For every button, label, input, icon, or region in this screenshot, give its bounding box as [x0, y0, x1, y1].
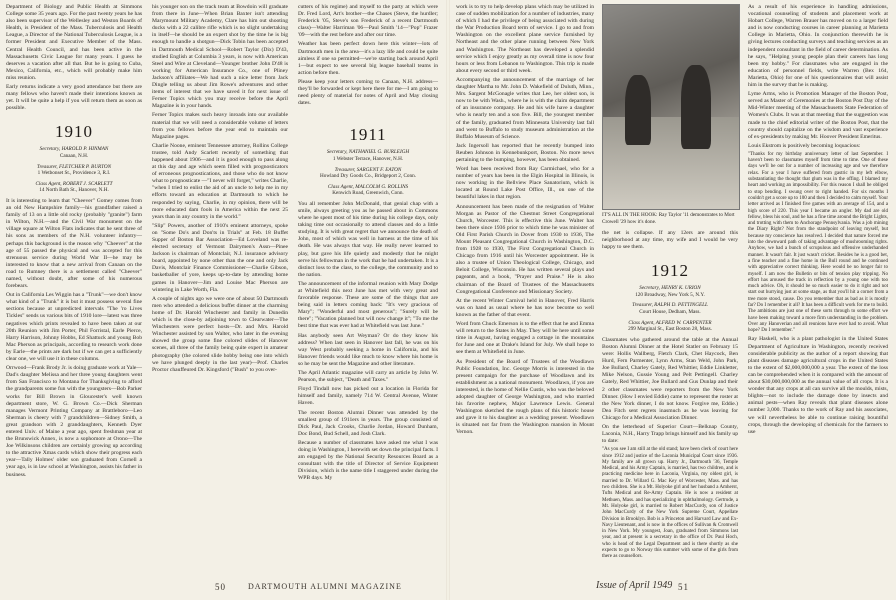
class-agent-line: Class Agent, ROBERT J. SCARLETT: [35, 180, 113, 187]
paragraph: Orrwood—Frank Brody Jr. is doing graduate work at Yale—Dad's daughter Melissa and her three young daughters went from San Francisco to Montana for Thanksgiving to afford the grandparents some fun with the youngsters—Bob Parker works for Bill Brown in Gloucester's well known department store, W. G. Brown Co.—Dick Sherman manages Vermont Printing Company at Brattleboro—Leo Sherman is cheery with 7 grandchildren—Sidney Smith, a great grandson with 2 granddaughters, Kenneth Dyer entered Univ. of Maine a year ago, spent freshman year at the Brunswick Annex, is now a sophomore at Orono—The Joe Wilkinsons children are certainly growing up according to the attractive Xmas cards which show their progress each year—Tally Holmes' older son graduated from Cornell a year ago, is in law school at Washington, assists his father in business.: [6, 365, 142, 478]
paragraph: Department of Biology and Public Health at Simmons College some 35 years ago. For the past twenty years he has also been supervisor of the Wellesley and Weston Boards of Health, is President of the Mass. Tuberculosis and Health League, a Director of the National Tuberculosis League, is a former President and Executive Member of the Mass. Central Health Council, and has been active in the Massachusetts Civic League for many years. I guess he deserves a vacation after all that. But he is going to Cuba, Mexico, California, etc., which will probably make him miss reunion.: [6, 4, 142, 81]
page-number-left: 50: [215, 582, 226, 592]
paragraph: "Thanks for my birthday anniversary letter of last September. I haven't been to classmates myself from time to time. One of these days we'll be out for a number of increasing age and we therefore relax. For a year I have suffered from gastric in my left elbow, substantiating the thought that glum was in the offing. I blamed my heart and working an impossibility. For this reason I shall be obliged to stop bending. I swung over to right handed. For six months I couldn't get a score up to 100 and then I decided to calm myself. Your letter arrived as I finished five games with an average of 154, and a high score of 220. This year I became an angler. My dad are old fellow, bless his soul, and he has a fine time around the Bright Lights, and trotting with them to Anchorage Pennsylvania. Was a job mining the Diary Right? Not from the standpoint of leaving myself, but because my conscience has resolved. I decided that nature forced me into the downward path of taking advantage of mushrooming rights. Anyhow, we had a bunch of scrupulous and offensive underhanded manner. It wasn't fair. It just wasn't cricket. Besides he is a good bet, a fine teacher and a fine home in the Bull round and he continued with appreciative correct thinking. Here would be no longer fair to myself. I am now the Bulletin or bits of tension play tripping. No effort has aroused the track in reflection by a young one with too much advice. Oh, it should be so much easier to do it right and not start out hurrying just at some stage, as that you'll hit a corner from a tree more stood, cause. Do you remember that as bad as it is mostly far? Do I remember it all? It has been a difficult work for me to build. The ambitions are just one of these sorts through to some effort we have been making toward a more firm understanding in the problem. Over any Hanoverian and all reunions have ever had to avoid. What hope? Do I remember.": [748, 151, 888, 334]
paragraph: work is to try to help develop plans which may be utilized in case of sudden mobilization for a number of industries, many of which I had the privilege of being associated with during the War Production Board term of service. I go to and from Washington on the excellent plane service furnished by Northeast and the other plane running between New York and Washington. The Northeast has developed a splendid service which I enjoy greatly as my overall time is now four hours or less from Lebanon to Washington. This trip is made about every second or third week.: [456, 4, 594, 74]
class-year-heading: 1912: [651, 261, 689, 281]
paragraph: Floyd Tindall now has picked out a location in Florida for himself and family, namely 714 W. Central Avenue, Winter Haven.: [298, 386, 438, 407]
paragraph: Lyme Arms, who is Promotion Manager of the Boston Post, served as Master of Ceremonies at the Boston Post Day of the Mid-Winter meeting of the Massachusetts State Federation of Women's Clubs. It was at that meeting that the suggestion was made to the chief editorial writer of the Boston Post, that the country should capitalize on the wisdom and vast experience of ex-presidents by making Mr. Hoover President Emeritus.: [748, 91, 888, 140]
paragraph: The April Atlantic magazine will carry an article by John W. Pearson, the subject, "Death and Taxes.": [298, 370, 438, 384]
page-number-right: 51: [678, 582, 689, 592]
class-agent-line: Class Agent, MALCOLM G. ROLLINS: [327, 183, 409, 190]
paragraph: Has anybody seen Art Weyman? Or do they know his address? When last seen in Hanover last fall, he was on his way West probably seeking a home in California, and his Hanover friends would like much to know where his home is so he may be sent the Magazine and other literature.: [298, 332, 438, 367]
treasurer-address: Court House, Dedham, Mass.: [639, 309, 701, 316]
class-agent-address: Kenwich Road, Greenwich, Conn.: [332, 190, 404, 197]
paragraph: Early returns indicate a very good attendance but there are many fellows who haven't made their intentions known as yet. It will be quite a help if you will return them as soon as possible.: [6, 84, 142, 112]
column-6: [748, 4, 888, 574]
secretary-line: Secretary, HAROLD P. HINMAN: [39, 146, 109, 153]
paragraph: The announcement of the informal reunion with Mary Dodge at Whitefield this next June has met with very great and favorable response. These are some of the things that are being said in letters coming back: "It's very gracious of Mary"; "Wonderful and most generous"; "Surely will be there"; "Vacation planned but will now change it"; "To me the best time that was ever had at Whitefield was last June.": [298, 280, 438, 330]
right-page: [448, 0, 896, 600]
class-agent-address: 14 North Bath St., Hanover, N.H.: [39, 187, 109, 194]
paragraph: A couple of nights ago we were one of about 50 Dartmouth men who attended a delicious buffet dinner at the charming home of Dr. Harold Winchester and family in Dunedin which is the close-by adjoining town to Clearwater—The Winchesters were perfect hosts—Dr. and Mrs. Harold Winchester assisted by son Walter, who later in the evening showed the group some fine colored slides of Hanover scenes, all three of the family being quite expert in amateur photography (the colored slide hobby being one into which we have plunged deeply in the last year)—Prof. Charles Proctor chauffeured Dr. Kingsford ("Bush" to you over-: [152, 295, 288, 373]
paragraph: As a result of his experience in handling admissions, vocational counseling of students and placement work at Hobart College, Warren Brauer has moved on to a larger field and is now conducting courses in career planning at Marietta College in Marietta, Ohio. In conjunction therewith he is giving lectures conducting surveys and teaching services as an independent consultant in the field of career determination. As he says, "Helping young people plan their careers has long been my hobby." For classmates who are engaged in the education of personnel fields, write Warren (Bex 164, Marietta, Ohio) for one of his questionnaires that will assist him in the survey that he is making.: [748, 4, 888, 89]
column-2: [152, 4, 288, 574]
class-agent-address: 299 Marginal St., East Boston 28, Mass.: [628, 326, 712, 333]
issue-label: Issue of April 1949: [596, 580, 673, 591]
paragraph: Ray Haskell, who is a plant pathologist in the United States Department of Agriculture in Washington, recently received considerable publicity as the author of a report showing that plant diseases damage agricultural crops in the United States to the extent of $2,000,000,000 a year. The extent of the loss can be comprehended when it is compared with the amount of about $30,000,000,000 as the annual value of all crops. It is a wonder that any crops at all can survive all the moulds, mists, blights—not to include the damage done by insects and animal pests—when Ray reveals that plant diseases alone number 3,000. Thanks to the work of Ray and his associates, we will nevertheless be able to continue raising bountiful crops, through the developing of chemicals for the farmers to use: [748, 336, 888, 435]
secretary-address: 120 Broadway, New York 5, N.Y.: [635, 291, 705, 298]
paragraph: Please keep your letters coming to Canaan, N.H. address—they'll be forwarded or kept here there for me—I am going to need plenty of material for notes of April and May closing dates.: [298, 78, 438, 107]
secretary-address: 1 Webster Terrace, Hanover, N.H.: [332, 155, 404, 162]
paragraph: It is interesting to learn that "Cheever" Gomey comes from an old New Hampshire family—his grandfather raised a family of 13 on a little old rocky (probably "granite") farm in Wilton, N.H.—and the Civil War monument on the village square at Wilton Flats indicates that he sent three of his sons as members of the N.H. volunteer infantry—perhaps this background is the reason why "Cheever" at the age of 55 passed the physical and was accepted for this strenuous service during World War II—he may be interested to know that a new arrival from Canaan on the road to Rumney there is a settlement called "Cheever" named, without doubt, after some of his numerous forebears.: [6, 197, 142, 290]
secretary-address: Canaan, N.H.: [59, 153, 89, 159]
paragraph: Announcement has been made of the resignation of Walter Morgan as Pastor of the Chestnut Street Congregational Church, Worcester. This is effective this June. Walter has been there since 1936 prior to which time he was minister of Old First Parish Church in Dover from 1930 to 1936, The Mount Pleasant Congregational Church in Washington, D.C. from 1928 to 1930, The First Congregational Church in Chicago from 1916 until his Worcester appointment. He is also a trustee of Union Theological College, Chicago, and Beloit College, Wisconsin. He has written several plays and pageants, and a book, "Prayer and Praise." He is also chairman of the Board of Trustees of the Massachusetts Congregational Conference and Missionary Society.: [456, 203, 594, 295]
photo-spacer: [602, 4, 738, 230]
running-foot: DARTMOUTH ALUMNI MAGAZINE: [248, 582, 402, 591]
paragraph: the net is collapse. If any 12ers are around this neighborhood at any time, my wife and I would be very happy to see them.: [602, 230, 738, 251]
paragraph: Out in California Les Wiggin has a "Trunk"—we don't know what kind of a "Trunk" it is but it must possess several fine sections because at unpredicted intervals "The 'ro Lives Tickles" sends us various bits of 1910 lore—latest was three negatives which prints revealed to have been taken at our 20th Reunion with Jim Porter, Phil Forristal, Earle Pierce, Harry Harrison, Johnny Hobbs, Ed Shattuck and young Bob Mac Pherson as principals, according to research work done by Earle—the prints are dark but if we can get a sufficiently clear one, we will use it in these columns.: [6, 292, 142, 363]
paragraph: Weather has been perfect down here this winter—lots of Dartmouth men in the area—it's a lazy life and could be quite aimless if one so permitted—we're starting back around April 1—but expect to see several big league baseball teams in action before then.: [298, 41, 438, 76]
column-3: [298, 4, 438, 574]
treasurer-line: Treasurer, SARGENT F. EATON: [334, 166, 402, 173]
photo-caption: IT'S ALL IN THE HOOK: Ray Taylor '11 demonstrates to Mort Crowell '29 how it's done.: [602, 212, 735, 225]
paragraph: Ferner Topics makes such heavy inroads into our available material that we will need a considerable volume of letters from you fellows before the year end to maintain our Magazine pages.: [152, 112, 288, 140]
paragraph: Accompanying the announcement of the marriage of her daughter Martha to Mr. John D. Wakefield of Duluth, Minn., Mrs. Sargent McGonagle writes that Lee, her oldest son, is now to be with Wash., where he is with the claim department of an insurance company. He and his wife have a daughter who is nearly ten and a son five. Bill, the youngest member of the family, graduated from Minnesota University last fall and went to Buffalo to study museum administration at the Buffalo Museum of Science.: [456, 76, 594, 140]
paragraph: The recent Boston Alumni Dinner was attended by the smallest group of 1911ers in years. The group consisted of Dick Paul, Jack Crooks, Charlie Jordan, Howard Dunham, Doc Bond, Bud Schell, and Josh Clark.: [298, 409, 438, 437]
column-4: [456, 4, 594, 574]
paragraph: Louis Ekstrom is positively becoming loquacious:: [748, 142, 861, 149]
paragraph: Charlie Noone, eminent Tennessee attorney, Rollins College trustee, told Andy Scarlett recently of something that happened about 1906—and it is good enough to pass along at this day and age which seem filled with prognosticators of erroneous prognostications, and those who do not know what to prognosticate —"I never will forget," writes Charlie, "when I tried to enlist the aid of an uncle to help me in my efforts toward an education at Dartmouth to which he responded by saying, Charlie, in my opinion, there will be more educated dam fools in America within the next 25 years than in any country in the world.": [152, 142, 288, 220]
class-year-heading: 1911: [349, 125, 387, 145]
paragraph: As President of the Board of Trustees of the Woodlawn Public Foundation, Inc. George Morris is interested in the present campaign for the purchase of Woodlawn and its establishment as a national monument. Woodlawn, if you are interested, is the home of Nellie Custis, who was the beloved adopted daughter of George Washington, and who married his favorite nephew, Major Lawrence Lewis. General Washington sketched the rough plans of this historic house and gave it to his daughter as a wedding present. Woodlawn is situated not far from the Washington mansion in Mount Vernon.: [456, 358, 594, 436]
secretary-line: Secretary, HENRY K. URION: [639, 285, 701, 292]
treasurer-line: Treasurer, FLETCHER P. BURTON: [36, 163, 112, 170]
paragraph: Jack Ingersoll has reported that he recently bumped into Reuben Johnson in Kennebunkport, Boston. No more news pertaining to the bumping, however, has been obtained.: [456, 142, 594, 163]
column-1: [6, 4, 142, 574]
paragraph: "As you see I am still at the old stand; have been clerk of court here since 1912 and justice of the Laconia Municipal Court since 1936. My family are all grown up. Harry Jr., Dartmouth '36, Temple Medical, and his Army Captain, is married, has two children, and is practicing medicine here in Laconia, Virginia, my oldest girl, is married to Dr. Willard G. Mac Key of Worcester, Mass. and has two children. She is a Mt. Holyoke girl and her husband a Amherst, Tufts Medical and Re-Army Captain. He is now a resident at Methuen, Mass. and has specializing in ophthalmology. Gertrude, a Mt. Holyoke girl, is married to Robert MacCurdy, son of Justice John MacCurdy of the New York Supreme Court, Appellate Division in Brooklyn. Bob is a Princeton and Harvard Law and Ex-Navy Lieutenant, and is now in the offices of Sullivan & Cromwell in New York. My youngest, Joan, graduated from Simmons last year, and at present is a secretary in the office of Dr. Paul Hoch, who is head of the Legal Department and is there shortly as she expects to go to Norway this summer with some of the girls from there as counsellors.: [602, 447, 738, 560]
class-agent-line: Class Agent, ALFRED W. CARPENTER: [628, 319, 712, 326]
treasurer-line: Treasurer, RALPH D. PETTINGELL: [632, 302, 708, 309]
paragraph: "Slip" Powers, another of 1910's eminent attorneys, spoke on "Some Do's and Don'ts in Trials" at Feb. 18 Buffet Supper of Boston Bar Association—Ed Loveland was re-elected secretary of Vermont Dairymen's Assn—Pinee Jackson is chairman of Montclair, N.J. insurance advisory board, appointed by none other than the one and only Jack Davis, Montclair Finance Commissioner—Charlie Gibson, basketballer of yore, keeps up-to-date by attending home games in Hanover—Jim and Louise Mac Pherson are wintering in Lake Worth, Fla.: [152, 222, 288, 293]
paragraph: Word has been received from Ray Carmichael, who for a number of years has been in the Elgin Hospital in Illinois, is now working in the Bellview Place Sanatorium, which is located at Round Lake Post Office, Ill., on one of the beautiful lakes in that region.: [456, 166, 594, 201]
paragraph: At the recent Winter Carnival held in Hanover, Fred Harris was on hand as usual where he has now become so well known as the father of that event.: [456, 297, 594, 318]
paragraph: You all remember John McDonald, that genial chap with a smile, always greeting you as he passed about in Commons where he spent most of his time during his college days, only taking time out occasionally to attend classes and do a little studying. It is with great regret that we announce the death of John, most of which was well in harness at the time of his death. He was always that way. He really never learned to play, but gave his life quietly and modestly that he might serve his fellowman in the work that he had undertaken. It is a distinct loss to the class, to the college, the community and to the nation.: [298, 200, 438, 278]
column-5: [602, 4, 738, 574]
paragraph: Classmates who gathered around the table at the Annual Boston Alumni Dinner at the Hotel Statler on February 15 were: Hollis Wallberg, Fletch Clark, Chet Haycock, Ben Hurd, Fern Parmenter, Lynn Arms, Stan Weld, John Park, Joe Bullard, Charley Gately, Red Whittier, Eddie Linkletter, Mike Nelson, Gussie Young and Pelt Pettingell. Charley Gately, Red Whittier, Joe Bullard and Gus Dunlap and their 2 other classmates were reporters from the New York Dinner. (How I envied Eddie) came to represent the roster at the New York dinner, I do not know. Forgive me, Eddie.) Dea Fitch sent regrets inasmuch as he was leaving for Chicago for a Medical Association Dinner.: [602, 336, 738, 421]
treasurer-address: Howland Dry Goods Co., Bridgeport 2, Conn.: [320, 173, 416, 180]
paragraph: Because a number of classmates have asked me what I was doing in Washington, I herewith set down the principal facts. I am engaged by the National Security Resources Board as a consultant with the title of Director of Service Equipment Division, which is the name title I staggered under during the WPB days. My: [298, 439, 438, 482]
secretary-line: Secretary, NATHANIEL G. BURLEIGH: [326, 149, 410, 156]
paragraph: cutters of his regime) and myself to the party at which were Dr. Fred Lord, Art's brother—the Chases (Steve, the hurdler; Frederick '05, Steve's son Frederick of a recent Dartmouth class)—Walter Harriman '06—Paul Smith '14—"Pop" Frazer '09—with the rest before and after our time.: [298, 4, 438, 39]
paragraph: Word from Chuck Emerson is to the effect that he and Emma will return to the States in May. They will be here until some time in August, having engaged a cottage in the mountains for June and one at Drake's Island for July. We shall hope to see them at Whitefield in June.: [456, 321, 594, 356]
paragraph: his younger son on the track team at Bowdoin will graduate from there in June—When Brian Baxter isn't attending Marymount Military Academy, Clare has him out shooting ducks with a 22 calibre rifle which is no slight undertaking in itself—he should be an expert shot by the time he is big enough to handle a shotgun—Dick Tobin has been accepted in Dartmouth Medical School—Robert Taylor (Dix) D'43, studied English at Columbia 3 years, is now with American Steel and Wire at Cleveland—Younger brother John D'48 is working for American Insurance Co., one of Pliney Jackson's affiliates—We had such a nice letter from Jack Dingle telling us about Jim Rowe's adventures and other items of interest that we have saved it for next issue of Ferner Topics which you may receive before the April Magazine is in your hands.: [152, 4, 288, 110]
treasurer-address: 1 Wetbonset St., Providence 3, R.I.: [37, 170, 111, 177]
class-year-heading: 1910: [55, 122, 93, 142]
paragraph: On the letterhead of Superior Court—Belknap County, Laconia, N.H., Harry Trapp brings himself and his family up to date:: [602, 423, 738, 445]
